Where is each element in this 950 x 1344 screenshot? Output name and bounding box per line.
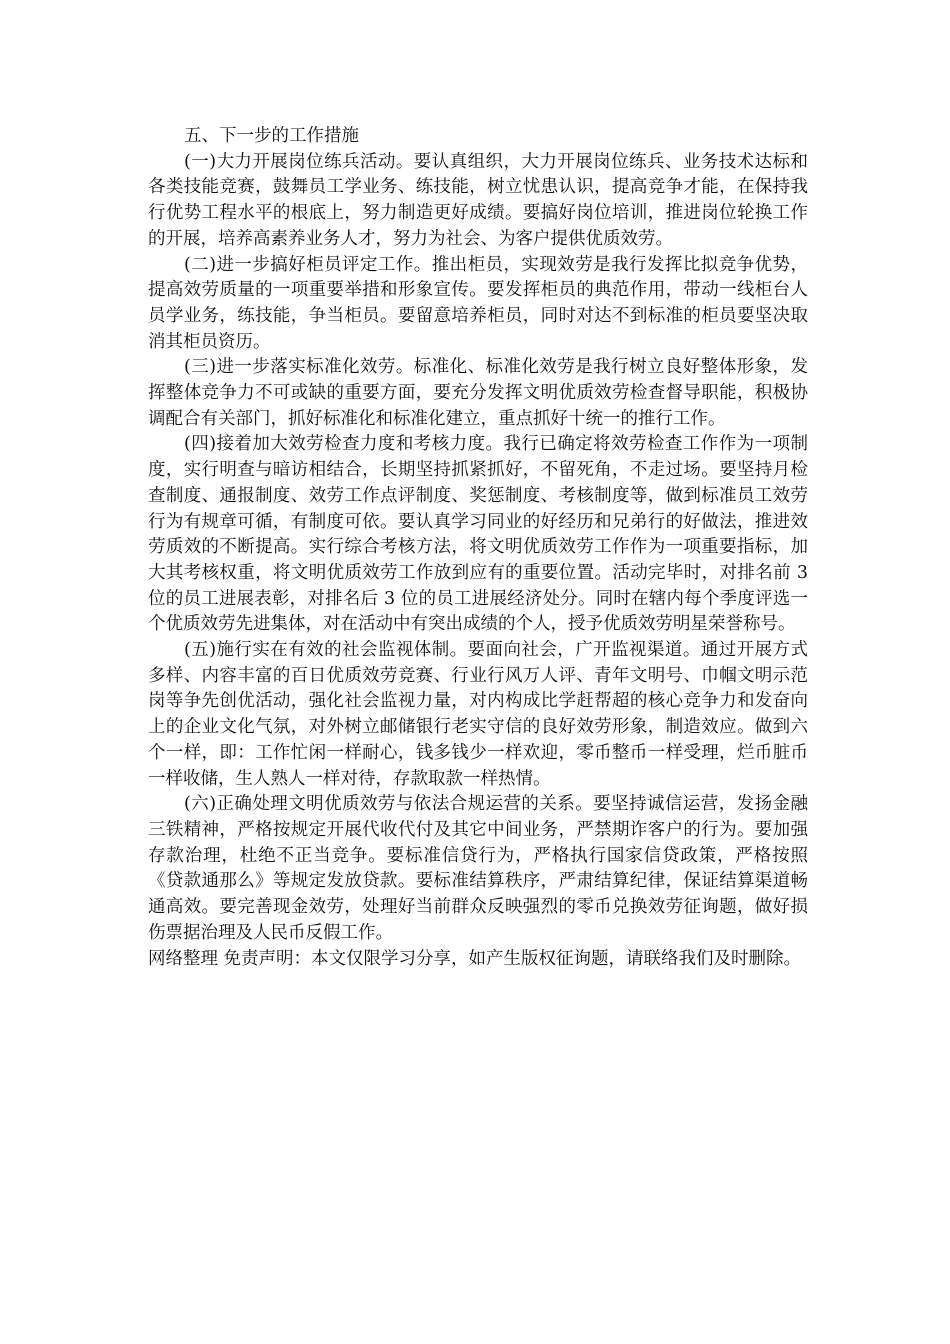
paragraph-5: (五)施行实在有效的社会监视体制。要面向社会，广开监视渠道。通过开展方式多样、内容丰富的百日优质效劳竞赛、行业行风万人评、青年文明号、巾帼文明示范岗等争先创优活动，强化社会监视力量，对内构成比学赶帮超的核心竞争力和发奋向上的企业文化气氛，对外树立邮储银行老实守信的良好效劳形象，制造效应。做到六个一样，即：工作忙闲一样耐心，钱多钱少一样欢迎，零币整币一样受理，烂币脏币一样收储，生人熟人一样对待，存款取款一样热情。: [148, 640, 808, 789]
disclaimer-footer: 网络整理 免责声明：本文仅限学习分享，如产生版权征询题，请联络我们及时删除。: [148, 948, 802, 969]
paragraph-4: (四)接着加大效劳检查力度和考核力度。我行已确定将效劳检查工作作为一项制度，实行明查与暗访相结合，长期坚持抓紧抓好，不留死角，不走过场。要坚持月检查制度、通报制度、效劳工作点评制度、奖惩制度、考核制度等，做到标准员工效劳行为有规章可循，有制度可依。要认真学习同业的好经历和兄弟行的好做法，推进效劳质效的不断提高。实行综合考核方法，将文明优质效劳工作作为一项重要指标，加大其考核权重，将文明优质效劳工作放到应有的重要位置。活动完毕时，对排名前 3 位的员工进展表彰，对排名后 3 位的员工进展经济处分。同时在辖内每个季度评选一个优质效劳先进集体，对在活动中有突出成绩的个人，授予优质效劳明星荣誉称号。: [148, 434, 808, 635]
paragraph-2: (二)进一步搞好柜员评定工作。推出柜员，实现效劳是我行发挥比拟竞争优势，提高效劳质量的一项重要举措和形象宣传。要发挥柜员的典范作用，带动一线柜台人员学业务，练技能，争当柜员。要留意培养柜员，同时对达不到标准的柜员要坚决取消其柜员资历。: [148, 254, 808, 352]
paragraph-3: (三)进一步落实标准化效劳。标准化、标准化效劳是我行树立良好整体形象，发挥整体竞争力不可或缺的重要方面，要充分发挥文明优质效劳检查督导职能，积极协调配合有关部门，抓好标准化和标准化建立，重点抓好十统一的推行工作。: [148, 357, 808, 429]
document-page: [148, 124, 808, 972]
paragraph-6: (六)正确处理文明优质效劳与依法合规运营的关系。要坚持诚信运营，发扬金融三铁精神，严格按规定开展代收代付及其它中间业务，严禁期诈客户的行为。要加强存款治理，杜绝不正当竞争。要标准信贷行为，严格执行国家信贷政策，严格按照《贷款通那么》等规定发放贷款。要标准结算秩序，严肃结算纪律，保证结算渠道畅通高效。要完善现金效劳，处理好当前群众反映强烈的零币兑换效劳征询题，做好损伤票据治理及人民币反假工作。: [148, 794, 808, 943]
paragraph-1: (一)大力开展岗位练兵活动。要认真组织，大力开展岗位练兵、业务技术达标和各类技能竞赛，鼓舞员工学业务、练技能，树立忧患认识，提高竞争才能，在保持我行优势工程水平的根底上，努力制造更好成绩。要搞好岗位培训，推进岗位轮换工作的开展，培养高素养业务人才，努力为社会、为客户提供优质效劳。: [148, 151, 808, 249]
section-heading: 五、下一步的工作措施: [184, 126, 359, 146]
